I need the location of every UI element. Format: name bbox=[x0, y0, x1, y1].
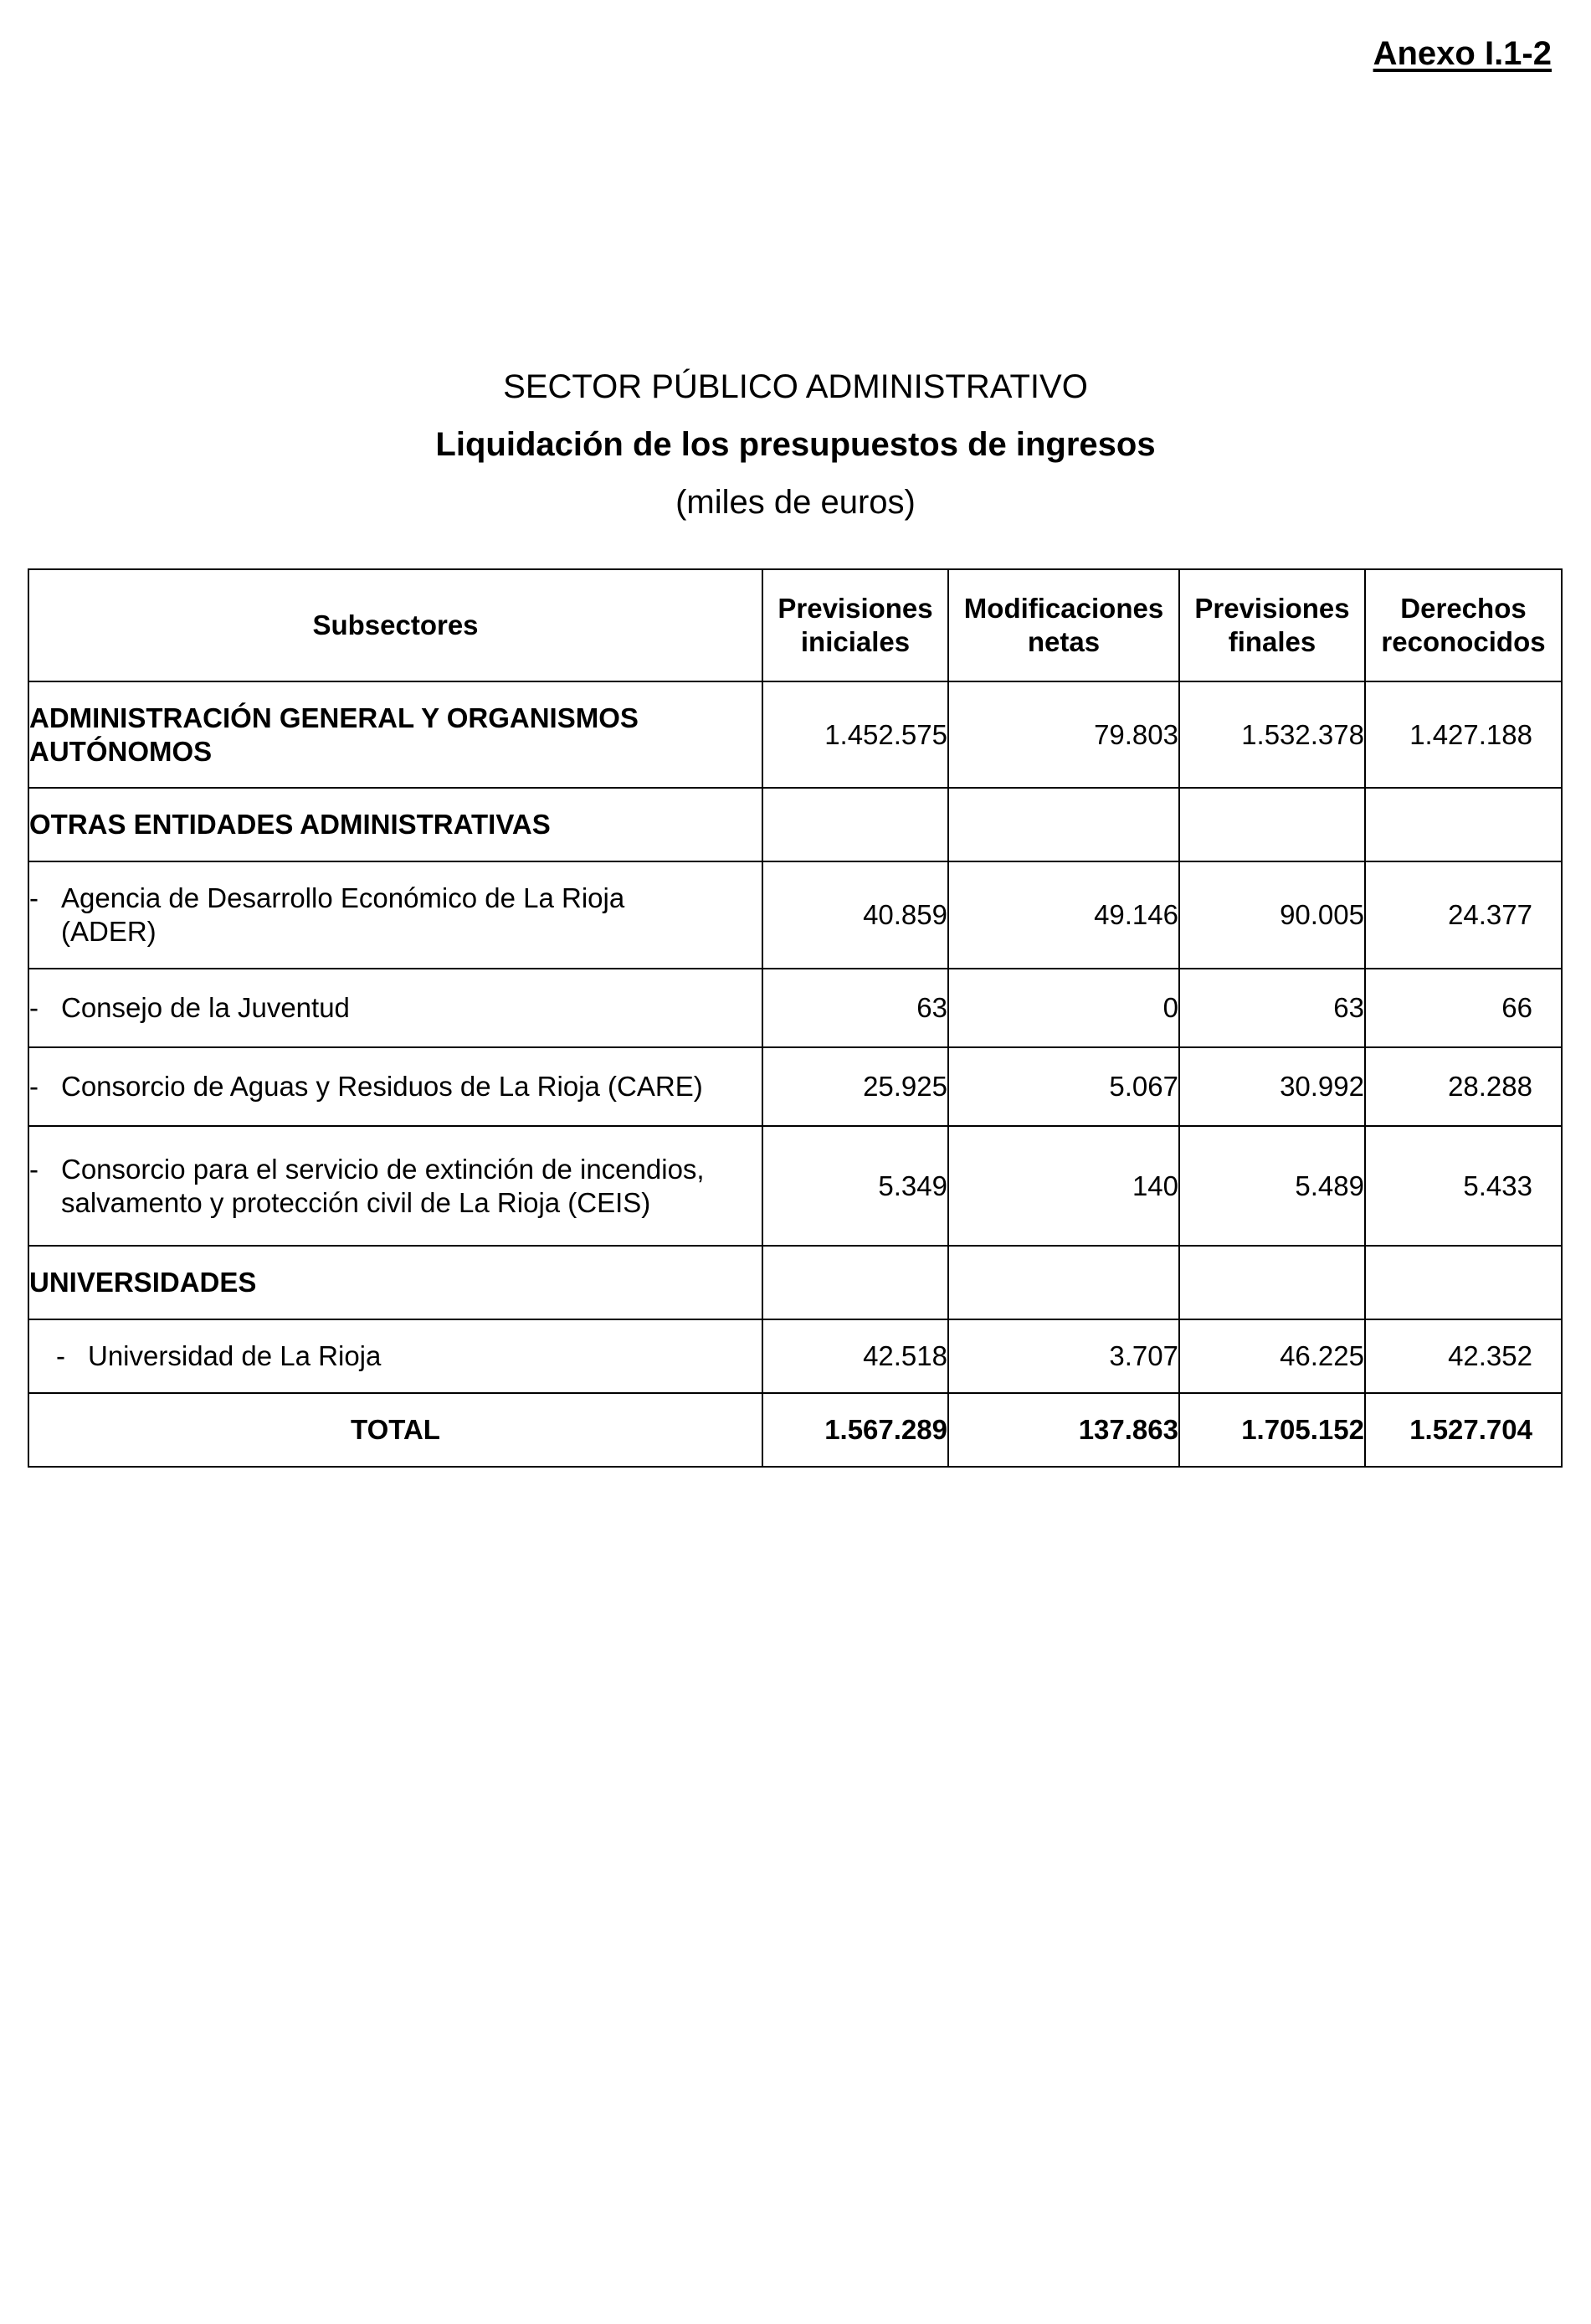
total-modificaciones-netas: 137.863 bbox=[948, 1393, 1179, 1467]
section-label: UNIVERSIDADES bbox=[28, 1246, 762, 1319]
cell-previsiones-iniciales: 40.859 bbox=[762, 861, 948, 969]
bullet-dash: - bbox=[29, 882, 38, 913]
bullet-dash: - bbox=[29, 992, 38, 1023]
page-subtitle: Liquidación de los presupuestos de ingresos bbox=[435, 426, 1156, 463]
section-row bbox=[28, 788, 1562, 861]
row-label bbox=[28, 861, 762, 969]
total-derechos-reconocidos: 1.527.704 bbox=[1365, 1393, 1562, 1467]
header-line: Previsiones bbox=[778, 593, 933, 624]
row-label-line: Consorcio para el servicio de extinción de incendios, bbox=[61, 1153, 705, 1185]
cell-previsiones-iniciales: 1.452.575 bbox=[762, 681, 948, 788]
header-modificaciones-netas bbox=[948, 569, 1179, 681]
section-row bbox=[28, 1246, 1562, 1319]
row-label-text: Universidad de La Rioja bbox=[88, 1340, 382, 1371]
row-label-text: Consejo de la Juventud bbox=[61, 992, 350, 1023]
cell-derechos-reconocidos: 66 bbox=[1365, 969, 1562, 1047]
cell-derechos-reconocidos: 24.377 bbox=[1365, 861, 1562, 969]
cell-modificaciones-netas: 79.803 bbox=[948, 681, 1179, 788]
total-previsiones-iniciales: 1.567.289 bbox=[762, 1393, 948, 1467]
cell-derechos-reconocidos: 42.352 bbox=[1365, 1319, 1562, 1393]
table-row bbox=[28, 969, 1562, 1047]
empty-cell bbox=[1365, 788, 1562, 861]
cell-derechos-reconocidos: 28.288 bbox=[1365, 1047, 1562, 1126]
header-line: reconocidos bbox=[1381, 626, 1546, 657]
row-label-line: ADMINISTRACIÓN GENERAL Y ORGANISMOS bbox=[29, 702, 639, 733]
cell-modificaciones-netas: 5.067 bbox=[948, 1047, 1179, 1126]
header-derechos-reconocidos bbox=[1365, 569, 1562, 681]
header-line: iniciales bbox=[800, 626, 911, 657]
cell-previsiones-iniciales: 63 bbox=[762, 969, 948, 1047]
empty-cell bbox=[948, 1246, 1179, 1319]
table-header-row bbox=[28, 569, 1562, 681]
header-previsiones-iniciales bbox=[762, 569, 948, 681]
header-line: netas bbox=[1027, 626, 1101, 657]
row-label-line: salvamento y protección civil de La Rioja (CEIS) bbox=[61, 1186, 651, 1218]
cell-previsiones-finales: 5.489 bbox=[1179, 1126, 1365, 1246]
budget-table bbox=[28, 568, 1563, 1468]
empty-cell bbox=[948, 788, 1179, 861]
table-row bbox=[28, 1319, 1562, 1393]
empty-cell bbox=[1365, 1246, 1562, 1319]
cell-derechos-reconocidos: 1.427.188 bbox=[1365, 681, 1562, 788]
empty-cell bbox=[1179, 1246, 1365, 1319]
row-label bbox=[28, 1047, 762, 1126]
empty-cell bbox=[762, 1246, 948, 1319]
cell-previsiones-finales: 1.532.378 bbox=[1179, 681, 1365, 788]
row-label-line: Agencia de Desarrollo Económico de La Rioja bbox=[61, 882, 625, 913]
row-label bbox=[28, 1126, 762, 1246]
cell-previsiones-iniciales: 42.518 bbox=[762, 1319, 948, 1393]
cell-modificaciones-netas: 3.707 bbox=[948, 1319, 1179, 1393]
page-title: SECTOR PÚBLICO ADMINISTRATIVO bbox=[503, 368, 1088, 405]
header-subsectores: Subsectores bbox=[28, 569, 762, 681]
bullet-dash: - bbox=[29, 1071, 38, 1102]
header-line: finales bbox=[1228, 626, 1316, 657]
cell-previsiones-finales: 63 bbox=[1179, 969, 1365, 1047]
row-label-line: (ADER) bbox=[61, 916, 157, 947]
cell-modificaciones-netas: 140 bbox=[948, 1126, 1179, 1246]
total-row bbox=[28, 1393, 1562, 1467]
table-row bbox=[28, 1047, 1562, 1126]
cell-previsiones-iniciales: 25.925 bbox=[762, 1047, 948, 1126]
section-label: OTRAS ENTIDADES ADMINISTRATIVAS bbox=[28, 788, 762, 861]
bullet-dash: - bbox=[29, 1153, 38, 1185]
total-previsiones-finales: 1.705.152 bbox=[1179, 1393, 1365, 1467]
total-label: TOTAL bbox=[28, 1393, 762, 1467]
row-label bbox=[28, 1319, 762, 1393]
header-line: Previsiones bbox=[1194, 593, 1350, 624]
header-line: Modificaciones bbox=[963, 593, 1164, 624]
empty-cell bbox=[762, 788, 948, 861]
document-title-block bbox=[0, 358, 1591, 532]
header-line: Derechos bbox=[1400, 593, 1527, 624]
cell-modificaciones-netas: 49.146 bbox=[948, 861, 1179, 969]
cell-previsiones-finales: 90.005 bbox=[1179, 861, 1365, 969]
row-label-text: Consorcio de Aguas y Residuos de La Rioja (CARE) bbox=[61, 1071, 703, 1102]
table-row bbox=[28, 681, 1562, 788]
annex-label: Anexo I.1-2 bbox=[1373, 35, 1552, 72]
row-label bbox=[28, 681, 762, 788]
cell-modificaciones-netas: 0 bbox=[948, 969, 1179, 1047]
cell-previsiones-finales: 46.225 bbox=[1179, 1319, 1365, 1393]
header-previsiones-finales bbox=[1179, 569, 1365, 681]
table-row bbox=[28, 861, 1562, 969]
row-label bbox=[28, 969, 762, 1047]
row-label-line: AUTÓNOMOS bbox=[29, 735, 213, 767]
units-note: (miles de euros) bbox=[675, 484, 916, 521]
cell-previsiones-iniciales: 5.349 bbox=[762, 1126, 948, 1246]
cell-previsiones-finales: 30.992 bbox=[1179, 1047, 1365, 1126]
table-row bbox=[28, 1126, 1562, 1246]
bullet-dash: - bbox=[56, 1340, 65, 1371]
cell-derechos-reconocidos: 5.433 bbox=[1365, 1126, 1562, 1246]
empty-cell bbox=[1179, 788, 1365, 861]
